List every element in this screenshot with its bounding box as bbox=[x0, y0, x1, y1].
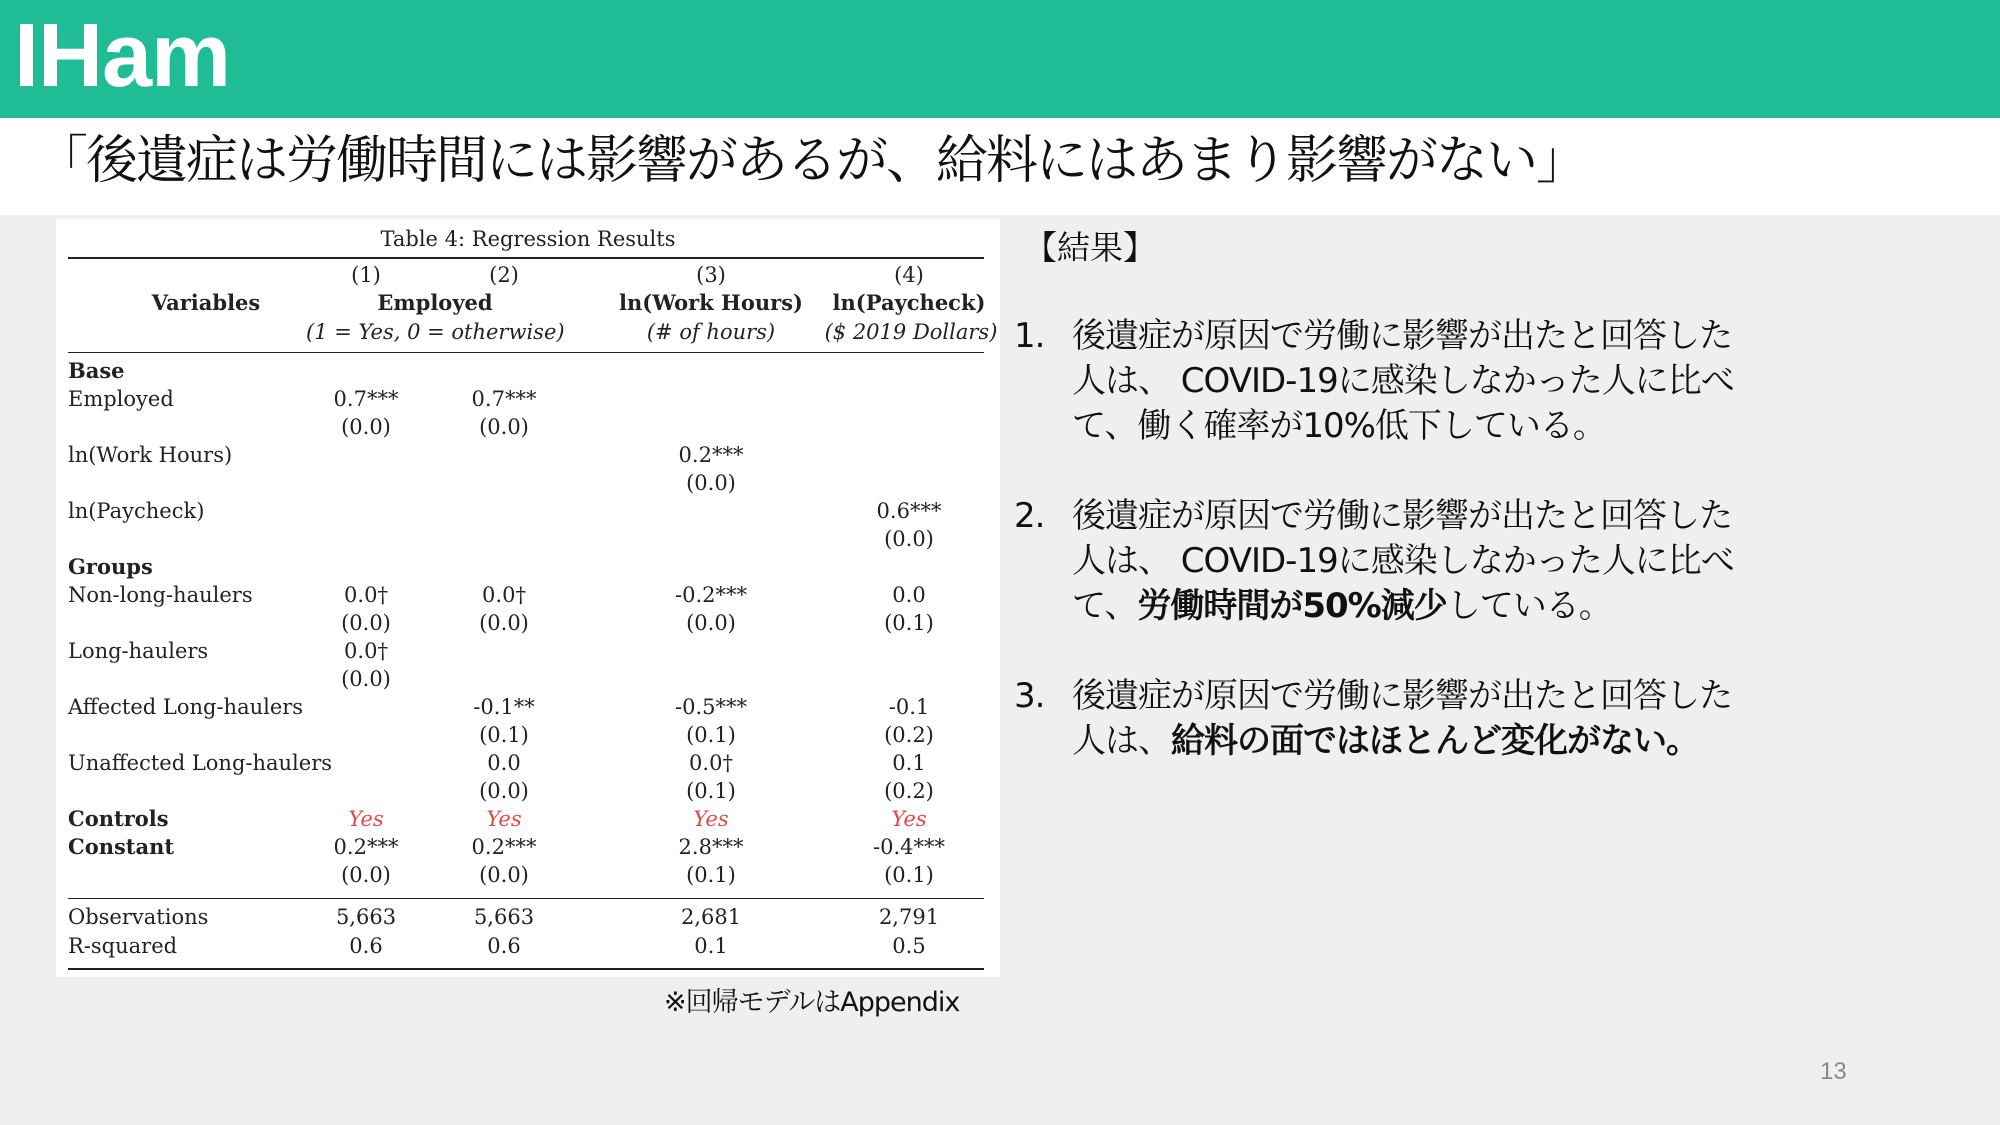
cell-affected-c4-se: (0.2) bbox=[884, 723, 934, 747]
cell-observations-c4: 2,791 bbox=[878, 905, 940, 929]
cell-observations-c1: 5,663 bbox=[335, 905, 397, 929]
header-rule bbox=[68, 352, 984, 353]
result-item-3 bbox=[1014, 674, 1934, 769]
cell-affected-c2-se: (0.1) bbox=[479, 723, 529, 747]
cell-unaffected-c4-se: (0.2) bbox=[884, 779, 934, 803]
cell-non-long-c2-se: (0.0) bbox=[479, 611, 529, 635]
cell-controls-c1: Yes bbox=[348, 807, 384, 831]
cell-affected-c3: -0.5*** bbox=[675, 695, 747, 719]
table-caption: Table 4: Regression Results bbox=[380, 227, 676, 251]
cell-controls-c4: Yes bbox=[891, 807, 927, 831]
cell-non-long-c4: 0.0 bbox=[892, 583, 926, 607]
cell-non-long-c3: -0.2*** bbox=[675, 583, 747, 607]
cell-unaffected-c3: 0.0† bbox=[689, 751, 733, 775]
result-1-line-3: て、働く確率が10%低下している。 bbox=[1072, 406, 1606, 446]
cell-constant-c2: 0.2*** bbox=[471, 835, 537, 859]
row-label-long-haulers: Long-haulers bbox=[68, 639, 209, 663]
result-2-line-3-prefix: て、 bbox=[1072, 586, 1138, 626]
result-1-line-2: 人は、 COVID-19に感染しなかった人に比べ bbox=[1072, 361, 1734, 401]
brand-logo-text: IHam bbox=[14, 6, 231, 106]
col-number-3: (3) bbox=[696, 263, 726, 287]
results-heading: 【結果】 bbox=[1024, 228, 1156, 267]
page-number: 13 bbox=[1820, 1058, 1847, 1085]
row-label-employed: Employed bbox=[68, 387, 174, 411]
cell-rsquared-c1: 0.6 bbox=[349, 934, 383, 958]
result-3-line-2-prefix: 人は、 bbox=[1072, 721, 1171, 761]
cell-rsquared-c2: 0.6 bbox=[487, 934, 521, 958]
cell-constant-c3: 2.8*** bbox=[678, 835, 744, 859]
cell-rsquared-c4: 0.5 bbox=[892, 934, 926, 958]
section-constant: Constant bbox=[68, 834, 175, 859]
result-item-2 bbox=[1014, 494, 1934, 634]
paycheck-header: ln(Paycheck) bbox=[832, 290, 986, 315]
result-number-3: 3. bbox=[1014, 676, 1045, 716]
cell-constant-c4: -0.4*** bbox=[873, 835, 945, 859]
employed-header: Employed bbox=[377, 290, 493, 315]
cell-rsquared-c3: 0.1 bbox=[694, 934, 728, 958]
cell-non-long-c1-se: (0.0) bbox=[341, 611, 391, 635]
regression-table bbox=[56, 219, 1000, 977]
hours-header: ln(Work Hours) bbox=[619, 290, 803, 315]
result-3-line-1: 後遺症が原因で労働に影響が出たと回答した bbox=[1072, 676, 1732, 716]
paycheck-note: ($ 2019 Dollars) bbox=[824, 320, 998, 344]
cell-non-long-c1: 0.0† bbox=[344, 583, 388, 607]
row-label-non-long-haulers: Non-long-haulers bbox=[68, 583, 253, 607]
cell-non-long-c4-se: (0.1) bbox=[884, 611, 934, 635]
cell-paycheck-c4-se: (0.0) bbox=[884, 527, 934, 551]
cell-affected-c2: -0.1** bbox=[473, 695, 535, 719]
hours-note: (# of hours) bbox=[646, 320, 776, 344]
result-2-line-2: 人は、 COVID-19に感染しなかった人に比べ bbox=[1072, 541, 1734, 581]
cell-constant-c2-se: (0.0) bbox=[479, 863, 529, 887]
row-label-unaffected: Unaffected Long-haulers bbox=[68, 751, 333, 775]
cell-affected-c4: -0.1 bbox=[888, 695, 930, 719]
cell-unaffected-c3-se: (0.1) bbox=[686, 779, 736, 803]
result-3-emphasis: 給料の面ではほとんど変化がない。 bbox=[1171, 721, 1699, 761]
result-3-line-2 bbox=[1072, 719, 1932, 764]
cell-employed-c1: 0.7*** bbox=[333, 387, 399, 411]
slide-headline: 「後遺症は労働時間には影響があるが、給料にはあまり影響がない」 bbox=[36, 131, 1587, 191]
col-number-1: (1) bbox=[351, 263, 381, 287]
section-base: Base bbox=[68, 358, 125, 383]
cell-constant-c1-se: (0.0) bbox=[341, 863, 391, 887]
header-bar bbox=[0, 0, 2000, 118]
cell-long-c1: 0.0† bbox=[344, 639, 388, 663]
appendix-footnote: ※回帰モデルはAppendix bbox=[664, 987, 960, 1018]
cell-non-long-c3-se: (0.0) bbox=[686, 611, 736, 635]
employed-note: (1 = Yes, 0 = otherwise) bbox=[306, 320, 565, 344]
variables-header: Variables bbox=[151, 290, 261, 315]
result-2-emphasis: 労働時間が50%減少 bbox=[1137, 586, 1447, 626]
row-label-rsquared: R-squared bbox=[68, 934, 178, 958]
cell-affected-c3-se: (0.1) bbox=[686, 723, 736, 747]
result-1-line-1: 後遺症が原因で労働に影響が出たと回答した bbox=[1072, 316, 1732, 356]
cell-observations-c3: 2,681 bbox=[680, 905, 742, 929]
row-label-affected: Affected Long-haulers bbox=[68, 695, 304, 719]
row-label-work-hours: ln(Work Hours) bbox=[68, 443, 233, 467]
result-2-line-3-suffix: している。 bbox=[1446, 586, 1612, 626]
section-controls: Controls bbox=[68, 806, 169, 831]
cell-non-long-c2: 0.0† bbox=[482, 583, 526, 607]
table-top-rule bbox=[68, 257, 984, 259]
cell-unaffected-c2: 0.0 bbox=[487, 751, 521, 775]
cell-employed-c2-se: (0.0) bbox=[479, 415, 529, 439]
result-item-1 bbox=[1014, 314, 1934, 454]
cell-work-hours-c3: 0.2*** bbox=[678, 443, 744, 467]
section-groups: Groups bbox=[68, 554, 153, 579]
cell-controls-c2: Yes bbox=[486, 807, 522, 831]
cell-controls-c3: Yes bbox=[693, 807, 729, 831]
cell-work-hours-c3-se: (0.0) bbox=[686, 471, 736, 495]
cell-constant-c1: 0.2*** bbox=[333, 835, 399, 859]
cell-constant-c3-se: (0.1) bbox=[686, 863, 736, 887]
row-label-paycheck: ln(Paycheck) bbox=[68, 499, 205, 523]
stats-rule bbox=[68, 898, 984, 899]
result-number-2: 2. bbox=[1014, 496, 1045, 536]
result-number-1: 1. bbox=[1014, 316, 1045, 356]
cell-long-c1-se: (0.0) bbox=[341, 667, 391, 691]
col-number-2: (2) bbox=[489, 263, 519, 287]
cell-employed-c1-se: (0.0) bbox=[341, 415, 391, 439]
result-2-line-1: 後遺症が原因で労働に影響が出たと回答した bbox=[1072, 496, 1732, 536]
cell-unaffected-c2-se: (0.0) bbox=[479, 779, 529, 803]
col-number-4: (4) bbox=[894, 263, 924, 287]
cell-observations-c2: 5,663 bbox=[473, 905, 535, 929]
result-2-line-3 bbox=[1072, 584, 1932, 629]
cell-paycheck-c4: 0.6*** bbox=[876, 499, 942, 523]
cell-unaffected-c4: 0.1 bbox=[892, 751, 926, 775]
row-label-observations: Observations bbox=[68, 905, 209, 929]
cell-constant-c4-se: (0.1) bbox=[884, 863, 934, 887]
table-bottom-rule bbox=[68, 968, 984, 970]
cell-employed-c2: 0.7*** bbox=[471, 387, 537, 411]
